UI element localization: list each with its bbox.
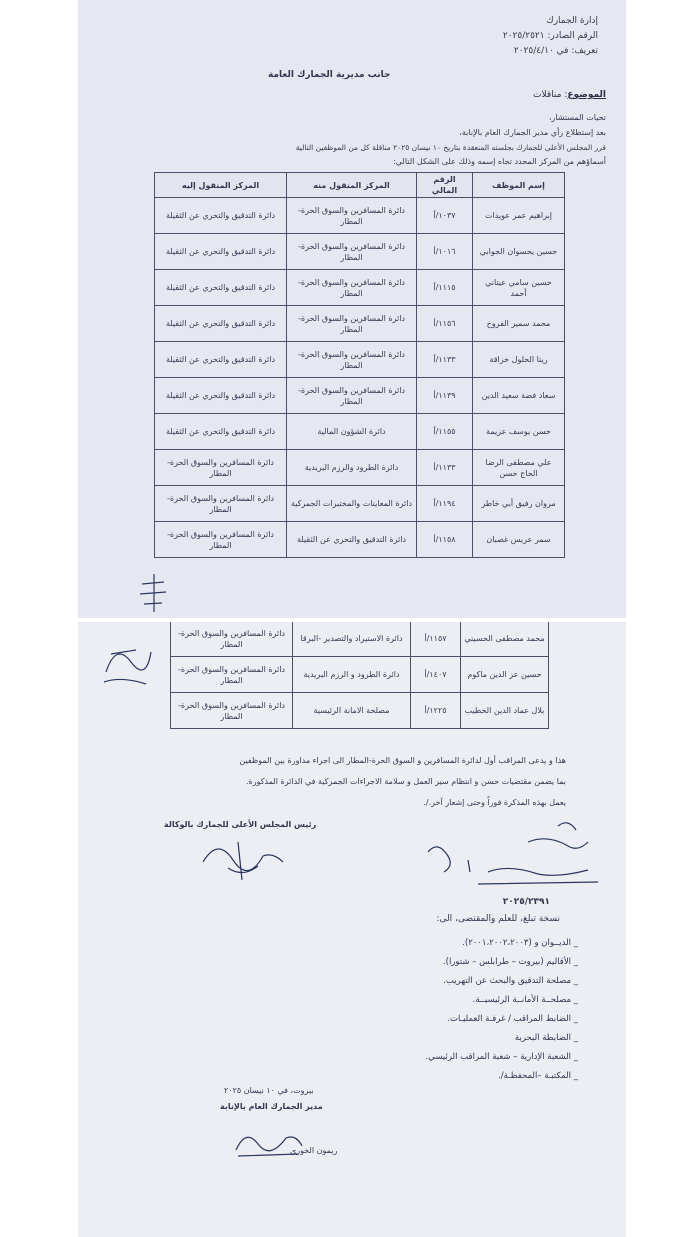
cell-financial-number: ١١٣٩/أ (417, 378, 473, 414)
transfers-table (154, 172, 565, 558)
margin-handwriting (96, 632, 156, 692)
document-page-2 (78, 622, 626, 1237)
cell-employee-name: محمد مصطفى الحسيني (461, 622, 549, 657)
cell-employee-name: مروان رفيق أبي خاطر (473, 486, 565, 522)
cell-employee-name: حسين عز الدين ماكوم (461, 657, 549, 693)
cell-from-center: دائرة المعاينات والمختبرات الجمركية (287, 486, 417, 522)
outgoing-ref-number: ٢٠٢٥/٢٣٩١ (502, 897, 550, 907)
cell-employee-name: حسين سامي عيتاني أحمد (473, 270, 565, 306)
table-row (155, 234, 565, 270)
cell-from-center: دائرة المسافرين والسوق الحرة-المطار (287, 234, 417, 270)
cell-to-center: دائرة التدقيق والتحري عن الثقيلة (155, 234, 287, 270)
cell-to-center: دائرة التدقيق والتحري عن الثقيلة (155, 414, 287, 450)
cell-employee-name: سعاد فضة سعيد الدين (473, 378, 565, 414)
cell-financial-number: ١٤٠٧/أ (411, 657, 461, 693)
cell-from-center: دائرة المسافرين والسوق الحرة-المطار (287, 378, 417, 414)
cell-to-center: دائرة المسافرين والسوق الحرة-المطار (171, 693, 293, 729)
table-row (155, 414, 565, 450)
director-title: مدير الجمارك العام بالإنابة (220, 1102, 323, 1111)
col-header-employee: إسم الموظف (473, 173, 565, 198)
copy-list-item: _ الضابط المراقب / غرفـة العمليـات. (447, 1014, 578, 1024)
cell-financial-number: ١٢٢٥/أ (411, 693, 461, 729)
cell-financial-number: ١٠١٦/أ (417, 234, 473, 270)
paragraph-3: يعمل بهذه المذكرة فوراً وحتى إشعار آخر./. (423, 798, 566, 807)
table-row (155, 198, 565, 234)
intro-line-2: قرر المجلس الأعلى للجمارك بجلسته المنعقدة بتاريخ ١٠ نيسان ٢٠٢٥ مناقلة كل من الموظفين التالية (295, 143, 606, 152)
col-header-number: الرقم المالي (417, 173, 473, 198)
cell-employee-name: بلال عماد الدين الخطيب (461, 693, 549, 729)
cell-financial-number: ١١٩٤/أ (417, 486, 473, 522)
table-row (171, 657, 549, 693)
intro-line-1: بعد إستطلاع رأي مدير الجمارك العام بالإنابة، (459, 128, 606, 137)
director-name: ريمون الخوري (290, 1146, 338, 1155)
intro-line-3: أسماؤهم من المركز المحدد تجاه إسمه وذلك على الشكل التالي: (393, 157, 606, 166)
cell-employee-name: إبراهيم عمر عويدات (473, 198, 565, 234)
table-row (155, 378, 565, 414)
cell-from-center: دائرة الطرود و الرزم البريدية (293, 657, 411, 693)
header-dept: إدارة الجمارك (546, 16, 598, 26)
cell-from-center: دائرة المسافرين والسوق الحرة-المطار (287, 270, 417, 306)
cell-from-center: دائرة المسافرين والسوق الحرة-المطار (287, 342, 417, 378)
cell-to-center: دائرة التدقيق والتحري عن الثقيلة (155, 306, 287, 342)
greeting: تحيات المستشار، (548, 113, 606, 122)
header-ref-number: الرقم الصادر: ٢٠٢٥/٢٥٢١ (502, 31, 598, 41)
council-signature-title: رئيس المجلس الأعلى للجمارك بالوكالة (164, 820, 317, 829)
cell-from-center: دائرة المسافرين والسوق الحرة-المطار (287, 198, 417, 234)
cell-from-center: دائرة الاستيراد والتصدير -البرقا (293, 622, 411, 657)
table-row (171, 693, 549, 729)
table-row (155, 522, 565, 558)
transfers-table-continued (170, 622, 549, 729)
cell-to-center: دائرة التدقيق والتحري عن الثقيلة (155, 198, 287, 234)
place-date: بيروت، في ١٠ نيسان ٢٠٢٥ (224, 1086, 314, 1095)
cell-from-center: مصلحة الامانة الرئيسية (293, 693, 411, 729)
copy-list-item: _ مصلحة التدقيق والبحث عن التهريب. (443, 976, 578, 986)
copy-list-item: _ الضابطة البحرية (514, 1033, 578, 1043)
copy-list-item: _ الديــوان و (٢٠٠١،٢٠٠٢،٢٠٠٣). (462, 938, 578, 948)
addressee: جانب مديرية الجمارك العامة (268, 70, 391, 80)
cell-financial-number: ١١٥٥/أ (417, 414, 473, 450)
cell-employee-name: سمر عريس غصبان (473, 522, 565, 558)
table-row (155, 306, 565, 342)
table-row (155, 342, 565, 378)
cell-to-center: دائرة التدقيق والتحري عن الثقيلة (155, 270, 287, 306)
cell-employee-name: ريتا الحلول خزاقة (473, 342, 565, 378)
table-row (155, 486, 565, 522)
subject-text: مناقلات (533, 90, 562, 100)
copy-list-item: _ الأقاليم (بيروت – طرابلس – شتورا). (442, 957, 578, 967)
table-header-row (155, 173, 565, 198)
cell-financial-number: ١١١٥/أ (417, 270, 473, 306)
cell-financial-number: ١١٣٣/أ (417, 342, 473, 378)
document-page-1 (78, 0, 626, 618)
copy-list-item: _ مصلحــة الأمانــة الرئيسيــة. (472, 995, 578, 1005)
subject-label: الموضوع (567, 90, 606, 100)
table-row (155, 270, 565, 306)
col-header-to: المركز المنقول إليه (155, 173, 287, 198)
cell-to-center: دائرة المسافرين والسوق الحرة-المطار (155, 522, 287, 558)
cell-from-center: دائرة الطرود والرزم البريدية (287, 450, 417, 486)
table-row (155, 450, 565, 486)
cell-to-center: دائرة المسافرين والسوق الحرة-المطار (155, 450, 287, 486)
handwritten-annotation (408, 812, 608, 892)
paragraph-1: هذا و يدعى المراقب أول لدائرة المسافرين و السوق الحرة-المطار الى اجراء مداورة بين الموظفين (239, 756, 566, 765)
copy-list-header: نسخة تبلغ، للعلم والمقتضى، الى: (436, 914, 560, 924)
copy-list (426, 934, 578, 1086)
paragraph-2: بما يضمن مقتضيات حسن و انتظام سير العمل و سلامة الاجراءات الجمركية في الدائرة المذكورة. (245, 777, 566, 786)
col-header-from: المركز المنقول منه (287, 173, 417, 198)
cell-to-center: دائرة التدقيق والتحري عن الثقيلة (155, 378, 287, 414)
cell-to-center: دائرة المسافرين والسوق الحرة-المطار (171, 657, 293, 693)
subject-line: الموضوع: مناقلات (533, 90, 606, 100)
cell-financial-number: ١١٥٧/أ (411, 622, 461, 657)
cell-employee-name: محمد سمير الفروخ (473, 306, 565, 342)
cell-to-center: دائرة التدقيق والتحري عن الثقيلة (155, 342, 287, 378)
cell-financial-number: ١١٥٦/أ (417, 306, 473, 342)
header-date: تعريف: في ٢٠٢٥/٤/١٠ (513, 46, 598, 56)
cell-from-center: دائرة التدقيق والتحري عن الثقيلة (287, 522, 417, 558)
cell-from-center: دائرة الشؤون المالية (287, 414, 417, 450)
council-signature (198, 832, 288, 882)
cell-financial-number: ١٠٣٧/أ (417, 198, 473, 234)
cell-from-center: دائرة المسافرين والسوق الحرة-المطار (287, 306, 417, 342)
cell-employee-name: حسين يحسوان الجوابي (473, 234, 565, 270)
cell-to-center: دائرة المسافرين والسوق الحرة-المطار (171, 622, 293, 657)
cell-employee-name: حسن يوسف عزيمة (473, 414, 565, 450)
cell-financial-number: ١١٣٣/أ (417, 450, 473, 486)
margin-mark (134, 570, 174, 616)
table-row (171, 622, 549, 657)
copy-list-item: _ المكتبـة –المحفظـة/. (498, 1071, 578, 1081)
cell-financial-number: ١١٥٨/أ (417, 522, 473, 558)
director-signature (228, 1122, 308, 1162)
copy-list-item: _ الشعبة الإدارية – شعبة المراقب الرئيسي. (425, 1052, 578, 1062)
cell-to-center: دائرة المسافرين والسوق الحرة-المطار (155, 486, 287, 522)
cell-employee-name: علي مصطفى الرضا الحاج حسن (473, 450, 565, 486)
